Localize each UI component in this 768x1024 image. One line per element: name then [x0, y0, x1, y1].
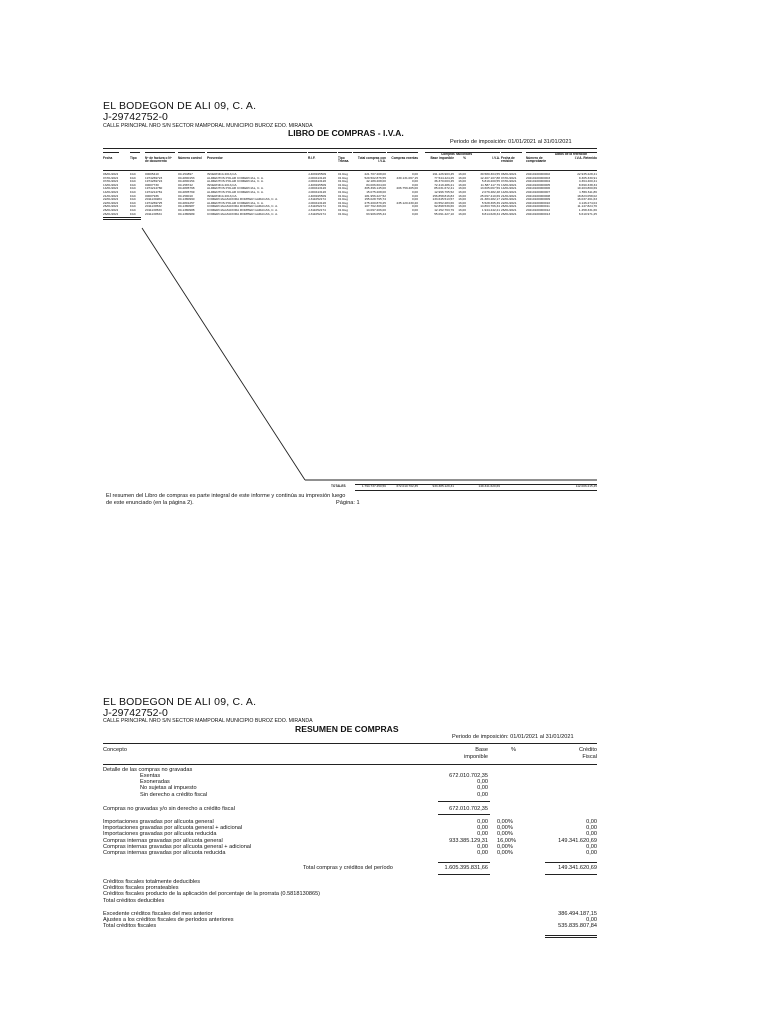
table-cell: 14.863.766,34 [480, 205, 500, 209]
table-cell: 01 Reg [338, 205, 348, 209]
gravadas-label: Compras internas gravadas por alícuota general + adicional [103, 843, 252, 850]
table-cell: J-409915509 [308, 173, 327, 176]
table-cell: 8.690.338,34 [578, 183, 597, 187]
table-cell: 181.956.227,52 [364, 194, 386, 198]
table-cell: 13/01/2021 [103, 183, 118, 187]
table-cell: 156.858.816,83 [432, 194, 454, 198]
table-cell: FAC [130, 212, 137, 216]
table-cell: 20210100000002 [526, 173, 551, 176]
gravadas-label: Compras internas gravadas por alícuota general [103, 837, 223, 844]
table-cell: 191.126.903,45 [432, 173, 454, 176]
table-cell: 5.528.365,39 [481, 201, 500, 205]
table-cell: 20210100000006 [526, 187, 551, 191]
table-cell: 13.605.067,59 [480, 187, 500, 191]
table-cell: 2011130532 [145, 205, 162, 209]
libro-col-header: % [463, 156, 466, 160]
table-cell: 21.383.282,17 [480, 198, 500, 202]
table-cell: 00-1380988 [178, 209, 195, 212]
company-rif: J-29742752-0 [103, 111, 168, 123]
table-cell: 07/01/2021 [103, 176, 118, 180]
table-cell: 155.028.795,74 [364, 198, 386, 202]
table-cell: 26/01/2021 [103, 205, 118, 209]
no-gravadas-total-rule [438, 814, 490, 815]
gravadas-base: 0,00 [477, 831, 488, 838]
table-cell: 01 Reg [338, 201, 348, 205]
table-cell: 5.819.200,55 [481, 180, 500, 184]
finales-value: 386.494.187,15 [558, 911, 597, 917]
table-cell: 20210100000010 [526, 201, 551, 205]
table-cell: 07/01/2021 [501, 176, 517, 180]
table-cell: 1974214780 [145, 187, 163, 191]
table-cell: 1974269724 [145, 180, 163, 184]
table-cell: J-409915509 [308, 194, 327, 198]
libro-col-header: Total compras con I.V.A. [357, 156, 386, 164]
table-cell: 01 Reg [338, 176, 348, 180]
table-cell: FAC [130, 209, 137, 212]
table-cell: 22/01/2021 [501, 198, 517, 202]
table-cell: 20210100000005 [526, 183, 551, 187]
table-cell: 0,00 [411, 205, 418, 209]
gravadas-credito: 0,00 [586, 850, 597, 856]
table-cell: 6.610.971,25 [578, 212, 597, 216]
resumen-title: RESUMEN DE COMPRAS [295, 724, 399, 734]
table-cell: 0,00 [411, 183, 418, 187]
creditos-label: Créditos fiscales producto de la aplicación del porcentaje de la prorrata (0.5818130865) [103, 891, 321, 898]
gravadas-credito: 0,00 [586, 843, 597, 850]
table-cell: 1.458.331,66 [578, 209, 597, 212]
total-value: 1.794.737.450,56 [361, 484, 386, 488]
final-rule-2 [545, 937, 597, 938]
totals-label: TOTALES [331, 484, 346, 488]
gravadas-credito: 149.341.620,69 [558, 837, 597, 844]
table-cell: 107.762.306,00 [364, 205, 386, 209]
table-cell: 00-154897 [178, 173, 193, 176]
total-value: 112.006.215,45 [575, 484, 597, 488]
table-cell: 00-1380989 [178, 212, 195, 216]
table-cell: 13/01/2021 [501, 183, 517, 187]
table-cell: 01 Reg [338, 173, 348, 176]
table-cell: FAC [130, 187, 137, 191]
total-value: 149.341.620,69 [478, 484, 500, 488]
libro-col-header: Número de comprobante [526, 156, 547, 164]
table-cell: 26/01/2021 [103, 212, 118, 216]
table-cell: 01 Reg [338, 183, 348, 187]
table-cell: ALIMENTOS POLAR COMERCIAL, C. A. [207, 176, 264, 180]
table-cell: COMERCIALIZADORA ROMHER GARACAS, C. A. [207, 205, 278, 209]
total-periodo-label: Total compras y créditos del período [303, 865, 393, 871]
gravadas-pct: 16,00% [497, 837, 516, 844]
table-cell: 55.091.427,10 [434, 212, 454, 216]
table-cell: 15.075.208,00 [366, 191, 386, 194]
table-cell: 01 Reg [338, 187, 348, 191]
gravadas-rule-credito [545, 862, 597, 863]
table-cell: J-311052174 [308, 205, 326, 209]
table-cell: 1.559.611,86 [579, 191, 597, 194]
table-cell: FAC [130, 201, 137, 205]
libro-col-header: Número control [178, 156, 202, 160]
table-cell: ALIMENTOS POLAR COMERCIAL, C. A. [207, 187, 264, 191]
gravadas-base: 0,00 [477, 850, 488, 856]
table-cell: 305.396.145,00 [364, 187, 386, 191]
table-cell: J-000413126 [308, 187, 327, 191]
gravadas-pct: 0,00% [497, 831, 513, 838]
no-gravadas-base: 0,00 [477, 785, 488, 792]
table-cell: 16,00 [458, 180, 466, 184]
gravadas-base: 0,00 [477, 819, 488, 825]
no-gravadas-label: Sin derecho a crédito fiscal [140, 791, 208, 798]
table-cell: 235.120.230,20 [396, 201, 418, 205]
table-cell: 00-2801257 [178, 201, 195, 205]
col-credito-1: Crédito [578, 747, 597, 753]
table-cell: 11.587.117,79 [480, 183, 500, 187]
gravadas-label: Importaciones gravadas por alícuota general [103, 819, 214, 825]
table-cell: 14/01/2021 [501, 191, 517, 194]
libro-col-header: Base imponible [430, 156, 454, 160]
total-periodo-rule-base [438, 874, 490, 875]
creditos-label: Créditos fiscales prorrateables [103, 885, 179, 892]
gravadas-pct: 0,00% [497, 850, 513, 856]
table-cell: 275.200.879,25 [364, 201, 386, 205]
table-cell: 16,00 [458, 198, 466, 202]
table-cell: 16,00 [458, 201, 466, 205]
table-cell: 25.097.410,69 [480, 194, 500, 198]
table-cell: 2011130284 [145, 198, 162, 202]
table-cell: 206.759.405,00 [396, 187, 418, 191]
table-cell: 77.544.424,25 [434, 176, 454, 180]
totals-rule-bottom [355, 490, 597, 491]
table-cell: 20210100000004 [526, 180, 551, 184]
no-gravadas-label: Exentas [140, 773, 161, 779]
total-value: 933.385.129,31 [432, 484, 454, 488]
table-cell: 10.203.800,69 [577, 187, 597, 191]
table-cell: 22/01/2021 [103, 201, 118, 205]
finales-value: 535.835.807,84 [558, 923, 597, 930]
table-cell: 42.189.208,00 [366, 180, 386, 184]
total-periodo-rule-credito [545, 874, 597, 875]
group-header-compras: Compras nacionales [441, 152, 473, 156]
table-cell: FAC [130, 176, 137, 180]
table-cell: J-311052174 [308, 198, 326, 202]
libro-note: El resumen del Libro de compras es parte integral de este informe y continúa su impresión luego de este enunciado (en la página 2). [106, 493, 346, 506]
table-cell: 00-2800153 [178, 176, 195, 180]
table-cell: 20210100000003 [526, 176, 551, 180]
total-value: 672.010.702,35 [396, 484, 418, 488]
table-cell: 133.645.513,57 [432, 198, 454, 202]
gravadas-pct: 0,00% [497, 819, 513, 825]
no-gravadas-base: 0,00 [477, 779, 488, 786]
table-cell: 00007936 [145, 194, 159, 198]
finales-label: Ajustes a los créditos fiscales de períodos anteriores [103, 917, 234, 924]
table-cell: INVERNICA 2013,CA [207, 183, 237, 187]
table-cell: 0,00 [411, 194, 418, 198]
gravadas-label: Importaciones gravadas por alícuota reducida [103, 831, 217, 838]
table-cell: 2.079.482,48 [481, 191, 500, 194]
table-cell: 20210100000012 [526, 209, 551, 212]
gravadas-pct: 0,00% [497, 843, 513, 850]
table-cell: 11.147.824,76 [577, 205, 597, 209]
gravadas-base: 0,00 [477, 825, 488, 832]
table-cell: 84.006.604,00 [366, 183, 386, 187]
libro-col-header: I.V.A. [492, 156, 500, 160]
table-cell: 18.823.058,02 [577, 194, 597, 198]
resumen-header-rule [103, 764, 597, 765]
table-cell: 16,00 [458, 212, 466, 216]
table-cell: 2011130534 [145, 212, 162, 216]
no-gravadas-label: Exoneradas [140, 779, 170, 786]
table-cell: 26/01/2021 [501, 209, 517, 212]
table-cell: 01 Reg [338, 194, 348, 198]
table-cell: 00-158742 [178, 183, 193, 187]
table-cell: 20210100000007 [526, 191, 551, 194]
table-cell: 22/01/2021 [501, 201, 517, 205]
col-base-2: imponible [464, 754, 488, 760]
table-cell: 06/01/2021 [501, 173, 517, 176]
no-gravadas-rule [438, 801, 490, 802]
no-gravadas-total: 672.010.702,35 [449, 806, 488, 812]
table-cell: 30.580.304,55 [480, 173, 500, 176]
table-cell: 01 Reg [338, 198, 348, 202]
table-cell: 16,00 [458, 173, 466, 176]
table-cell: 14/01/2021 [501, 187, 517, 191]
table-cell: 00-159010 [178, 194, 193, 198]
table-cell: 20210100000011 [526, 205, 550, 209]
company-name-2: EL BODEGON DE ALI 09, C. A. [103, 696, 257, 708]
table-cell: 0,00 [411, 191, 418, 194]
table-cell: FAC [130, 194, 137, 198]
table-cell: 26/01/2021 [501, 212, 517, 216]
table-cell: 16,00 [458, 209, 466, 212]
table-cell: 00-1380990 [178, 198, 195, 202]
table-cell: 16,00 [458, 176, 466, 180]
table-cell: 16,00 [458, 187, 466, 191]
no-gravadas-base: 0,00 [477, 791, 488, 798]
table-cell: 00005410 [145, 173, 159, 176]
table-cell: 22/01/2021 [103, 198, 118, 202]
final-rule-1 [545, 935, 597, 936]
table-cell: ALIMENTOS POLAR COMERCIAL, C. A. [207, 191, 264, 194]
finales-label: Total créditos fiscales [103, 923, 157, 930]
resumen-period: Periodo de imposición: 01/01/2021 al 31/01/2021 [452, 734, 574, 740]
table-cell: J-409915509 [308, 183, 327, 187]
table-cell: COMERCIALIZADORA ROMHER GARACAS, C. A. [207, 209, 278, 212]
table-cell: 12.996.765,52 [434, 191, 454, 194]
table-cell: 21/01/2021 [501, 194, 517, 198]
gravadas-label: Importaciones gravadas por alícuota general + adicional [103, 825, 243, 832]
table-cell: 21/01/2021 [103, 194, 118, 198]
libro-col-header: I.V.A. Retenido [574, 156, 597, 160]
table-cell: 0,00 [411, 180, 418, 184]
company-rif-2: J-29742752-0 [103, 707, 168, 719]
col-base-1: Base [475, 747, 488, 753]
table-cell: 22.935.228,41 [577, 173, 597, 176]
finales-value: 0,00 [586, 917, 597, 924]
table-cell: 2011130533 [145, 209, 162, 212]
table-cell: 9.305.330,91 [578, 176, 597, 180]
table-cell: 00-2805768 [178, 187, 195, 191]
table-cell: J-000413126 [308, 176, 327, 180]
resumen-top-rule [103, 743, 597, 744]
table-cell: 16,00 [458, 183, 466, 187]
table-cell: 06/01/2021 [103, 173, 118, 176]
col-credito-2: Fiscal [582, 754, 597, 760]
table-cell: 26/01/2021 [103, 209, 118, 212]
libro-col-header: Tipo [130, 156, 137, 160]
finales-label: Excedente créditos fiscales del mes anterior [103, 911, 213, 917]
table-cell: 14.097.206,00 [366, 209, 386, 212]
table-cell: 14/01/2021 [103, 187, 118, 191]
no-gravadas-title: Detalle de las compras no gravadas [103, 767, 193, 773]
table-cell: 4.364.400,41 [578, 180, 597, 184]
table-cell: 00-2800154 [178, 180, 195, 184]
table-cell: 14/01/2021 [103, 191, 118, 194]
table-cell: 00-2805769 [178, 191, 195, 194]
gravadas-credito: 0,00 [586, 831, 597, 838]
table-cell: COMERCIALIZADORA ROMHER GARACAS, C. A. [207, 212, 278, 216]
libro-period: Periodo de imposición: 01/01/2021 al 31/01/2021 [450, 139, 572, 145]
libro-col-header: R.I.F. [308, 156, 316, 160]
table-cell: J-311052174 [308, 209, 326, 212]
table-cell: 00007730 [145, 183, 159, 187]
table-cell: 529.502.876,55 [364, 176, 386, 180]
table-cell: 20210100000013 [526, 212, 551, 216]
table-cell: 34.552.283,66 [434, 201, 454, 205]
table-cell: 0,00 [411, 212, 418, 216]
table-cell: INVERNICA 2013,CA [207, 194, 237, 198]
company-name: EL BODEGON DE ALI 09, C. A. [103, 100, 257, 112]
table-cell: FAC [130, 173, 137, 176]
table-cell: ALIMENTOS POLAR COMERCIAL, C. A. [207, 201, 264, 205]
table-cell: 1974269725 [145, 201, 163, 205]
creditos-label: Créditos fiscales totalmente deducibles [103, 879, 201, 885]
page-number: Página: 1 [336, 500, 360, 506]
table-cell: 36.370.003,45 [434, 180, 454, 184]
col-concepto: Concepto [103, 747, 127, 753]
table-cell: 0,00 [411, 173, 418, 176]
table-cell: 26/01/2021 [501, 205, 517, 209]
gravadas-pct: 0,00% [497, 825, 513, 832]
table-cell: 12.407.107,88 [480, 176, 500, 180]
table-cell: 92.898.539,66 [434, 205, 454, 209]
table-cell: 20210100000008 [526, 194, 551, 198]
table-cell: 0,00 [411, 209, 418, 212]
gravadas-base: 933.385.129,31 [449, 837, 488, 844]
table-cell: 8.814.628,34 [481, 212, 500, 216]
gravadas-credito: 0,00 [586, 825, 597, 832]
table-cell: 12.152.763,79 [434, 209, 454, 212]
table-cell: 07/01/2021 [103, 180, 118, 184]
table-cell: 16.037.461,63 [577, 198, 597, 202]
table-cell: 1.944.442,21 [481, 209, 500, 212]
table-cell: 1974214781 [145, 191, 163, 194]
table-cell: 07/01/2021 [501, 180, 517, 184]
company-address: CALLE PRINCIPAL NRO S/N SECTOR MAMPORAL MUNICIPIO BUROZ EDO. MIRANDA [103, 123, 313, 129]
table-cell: FAC [130, 180, 137, 184]
table-cell: FAC [130, 183, 137, 187]
table-cell: COMERCIALIZADORA ROMHER GARACAS, C. A. [207, 198, 278, 202]
group-header-retencion: Datos de la retención [555, 152, 588, 156]
table-cell: FAC [130, 198, 137, 202]
table-cell: 4.146.274,04 [578, 201, 597, 205]
libro-col-header: Tipo Transa. [338, 156, 350, 164]
gravadas-label: Compras internas gravadas por alícuota reducida [103, 850, 226, 856]
total-periodo-base: 1.605.395.831,66 [444, 865, 488, 871]
gravadas-credito: 0,00 [586, 819, 597, 825]
libro-col-header: Proveedor [207, 156, 223, 160]
libro-col-header: Nº de factura o Nº de documento [145, 156, 172, 164]
table-cell: 01 Reg [338, 191, 348, 194]
no-gravadas-label: No sujetas al impuesto [140, 785, 197, 792]
gravadas-rule-base [438, 862, 490, 863]
table-cell: J-311052174 [308, 212, 326, 216]
table-cell: J-000413126 [308, 201, 327, 205]
table-cell: FAC [130, 191, 137, 194]
table-cell: 1974269723 [145, 176, 163, 180]
table-cell: ALIMENTOS POLAR COMERCIAL, C. A. [207, 180, 264, 184]
libro-title: LIBRO DE COMPRAS - I.V.A. [288, 128, 404, 138]
table-cell: 0,00 [411, 198, 418, 202]
table-cell: 16,00 [458, 191, 466, 194]
creditos-label: Total créditos deducibles [103, 897, 165, 904]
table-cell: J-000413126 [308, 180, 327, 184]
libro-col-header: Fecha [103, 156, 113, 160]
table-cell: 85.031.672,41 [434, 187, 454, 191]
table-cell: 430.131.067,15 [396, 176, 418, 180]
no-gravadas-total-label: Compras no gravadas y/o sin derecho a crédito fiscal [103, 806, 235, 812]
table-cell: INVERNICA 2013,CA [207, 173, 237, 176]
table-cell: 63.906.055,44 [366, 212, 386, 216]
libro-col-header: Compras exentas [391, 156, 418, 160]
no-gravadas-base: 672.010.702,35 [449, 773, 488, 779]
table-cell: 01 Reg [338, 209, 348, 212]
table-cell: 01 Reg [338, 212, 348, 216]
table-cell: 221.707.208,00 [364, 173, 386, 176]
table-cell: 72.419.486,21 [434, 183, 454, 187]
table-cell: J-000413126 [308, 191, 327, 194]
col-pct: % [511, 747, 516, 753]
table-cell: 01 Reg [338, 180, 348, 184]
table-cell: 16,00 [458, 194, 466, 198]
table-cell: 20210100000009 [526, 198, 551, 202]
company-address-2: CALLE PRINCIPAL NRO S/N SECTOR MAMPORAL MUNICIPIO BUROZ EDO. MIRANDA [103, 718, 313, 724]
table-cell: 16,00 [458, 205, 466, 209]
libro-col-header: Fecha de emisión [501, 156, 515, 164]
gravadas-base: 0,00 [477, 843, 488, 850]
table-cell: FAC [130, 205, 137, 209]
total-periodo-credito: 149.341.620,69 [558, 865, 597, 871]
table-cell: 00-1380987 [178, 205, 195, 209]
